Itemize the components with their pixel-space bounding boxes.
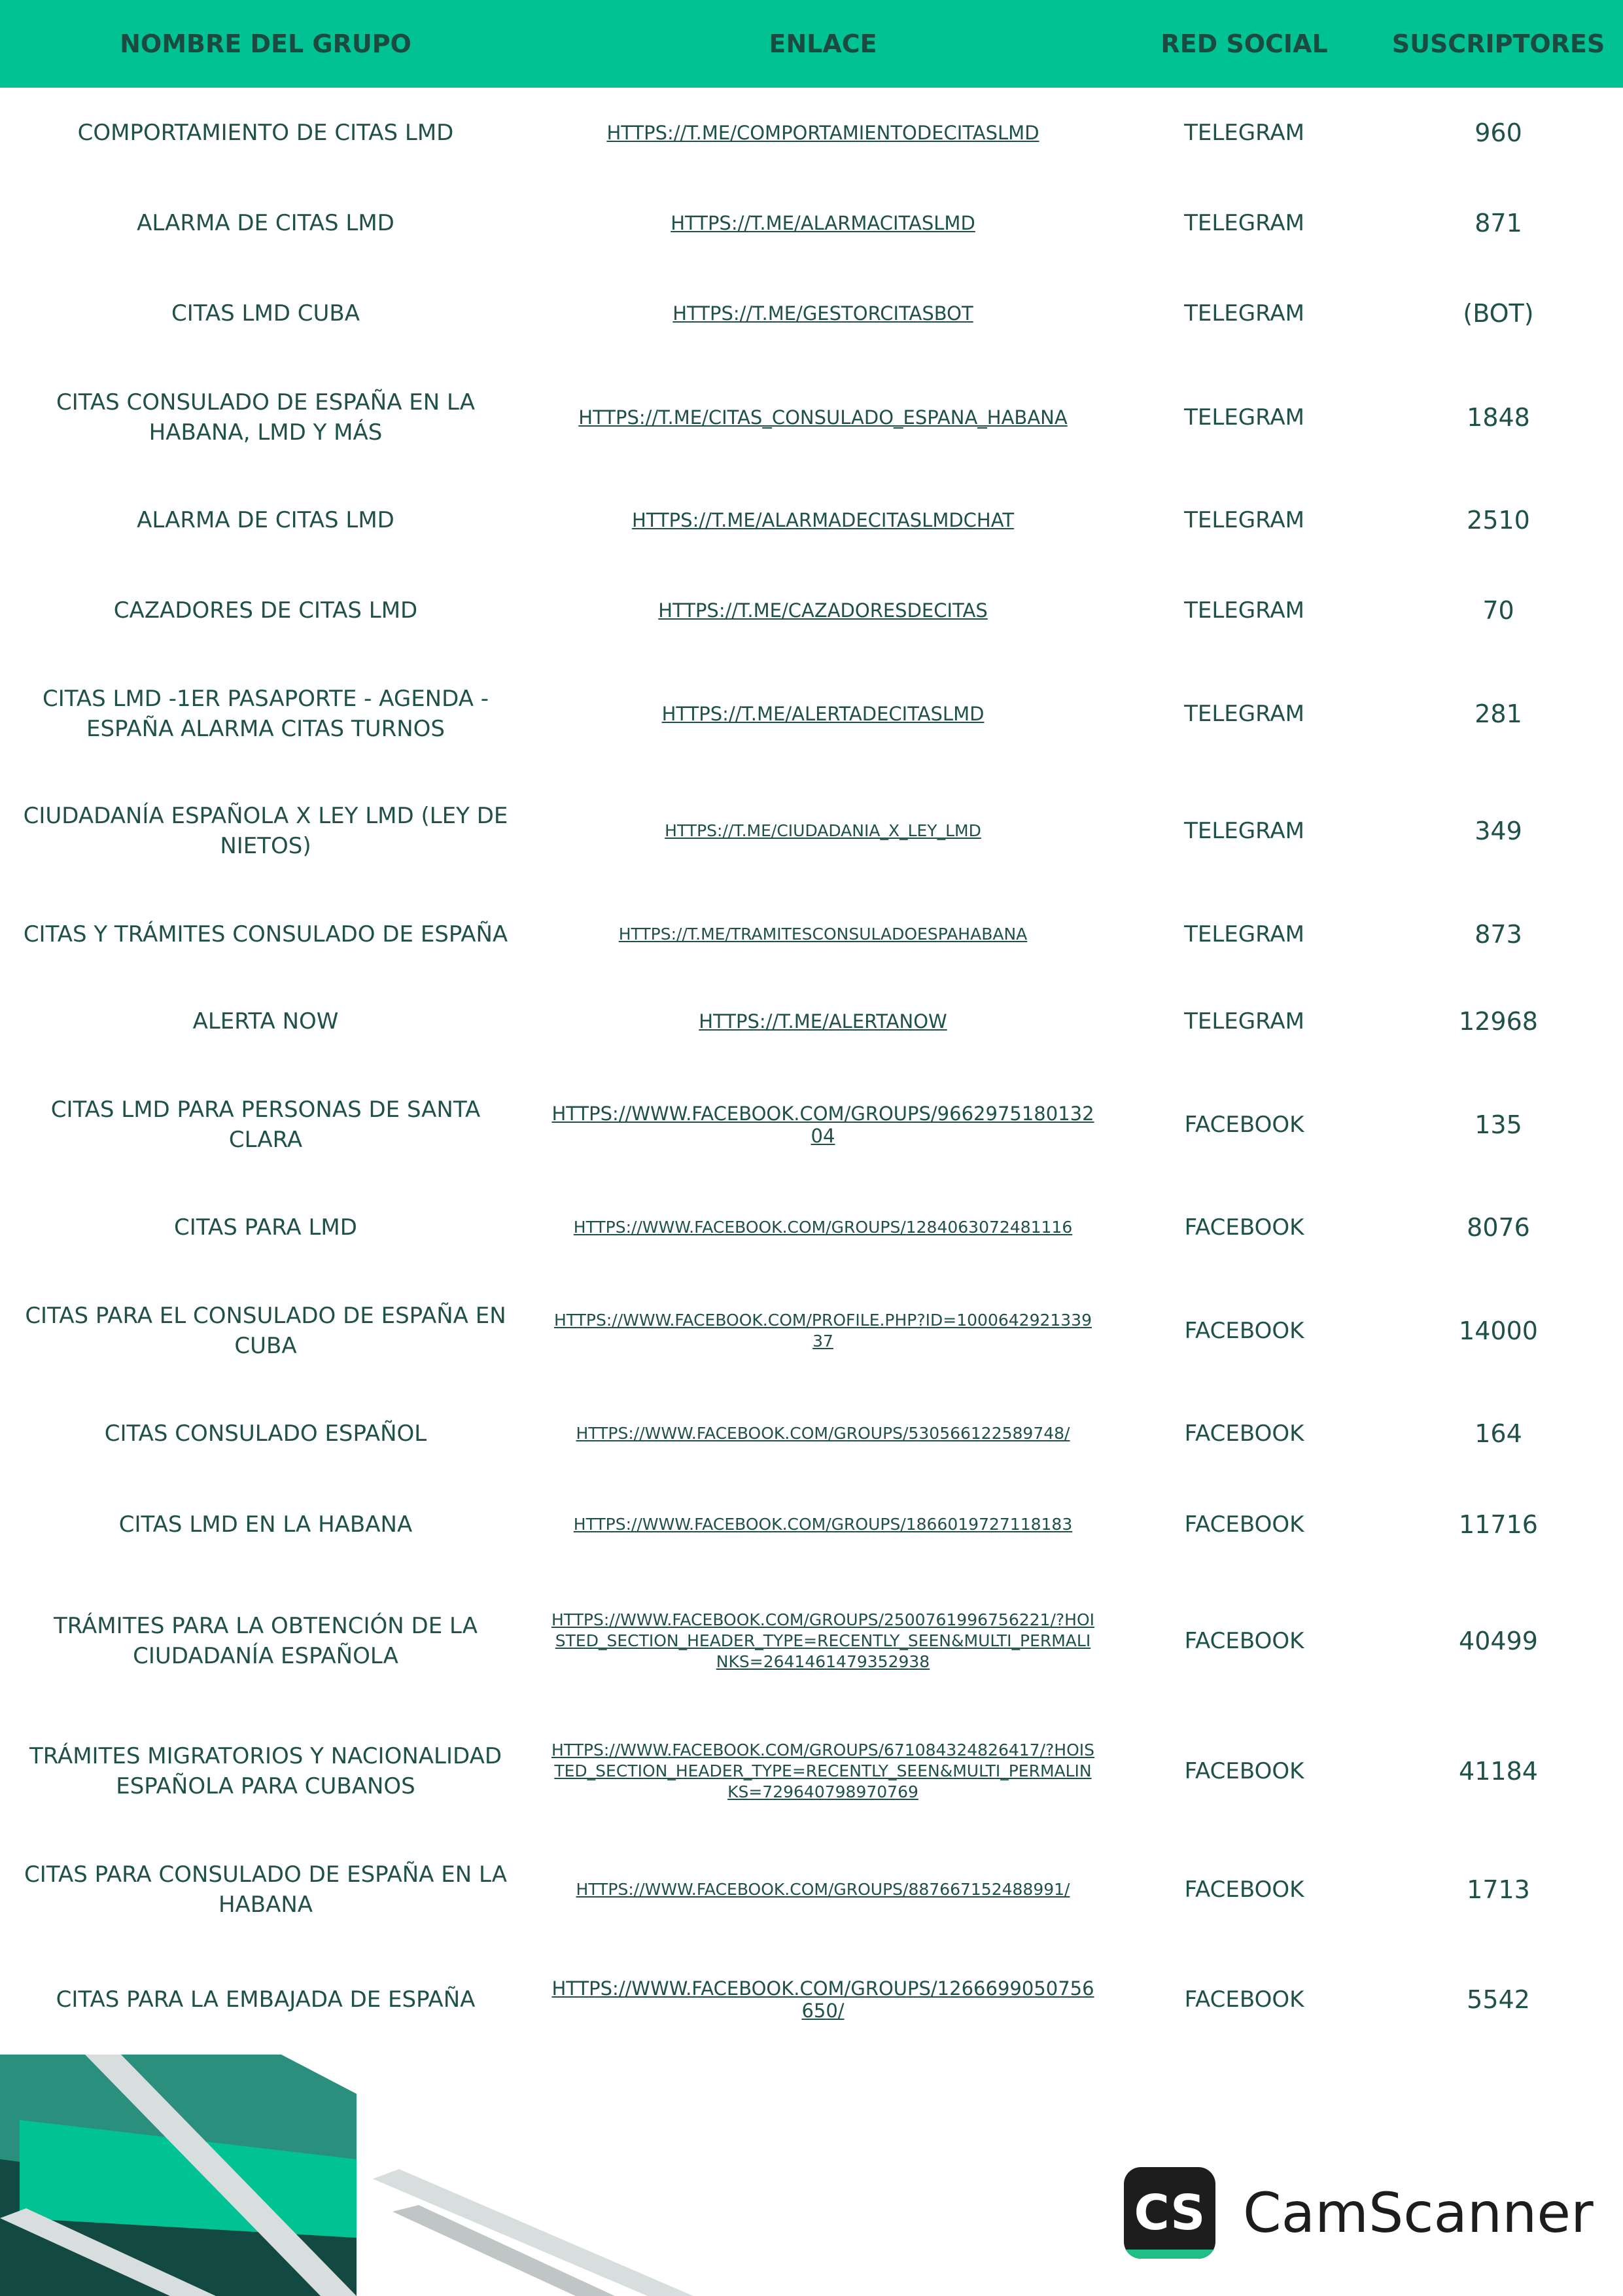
social-network: FACEBOOK [1184,1421,1304,1447]
group-link[interactable]: HTTPS://T.ME/ALARMADECITASLMDCHAT [631,509,1015,531]
group-name: TRÁMITES PARA LA OBTENCIÓN DE LA CIUDADANÍA ESPAÑOLA [54,1613,478,1669]
group-link[interactable]: HTTPS://T.ME/TRAMITESCONSULADOESPAHABANA [618,925,1028,944]
group-name: CITAS CONSULADO ESPAÑOL [104,1421,427,1447]
subscriber-count: 2510 [1467,506,1530,535]
subscriber-count: 960 [1475,118,1522,147]
table-row [0,1394,1623,1473]
group-link[interactable]: HTTPS://WWW.FACEBOOK.COM/GROUPS/1266699050756650/ [551,1977,1094,2022]
table-row [0,895,1623,974]
light-stripe-3 [373,2169,693,2296]
subscriber-count: 14000 [1459,1316,1538,1345]
group-name: COMPORTAMIENTO DE CITAS LMD [77,120,454,146]
subscriber-count: 8076 [1467,1213,1530,1242]
group-link-cell [531,1579,1115,1703]
group-name: CITAS PARA EL CONSULADO DE ESPAÑA EN CUBA [25,1303,506,1359]
subscriber-count: 12968 [1459,1007,1538,1036]
table-row [0,1282,1623,1380]
subscriber-count: (BOT) [1463,299,1534,328]
group-name: CAZADORES DE CITAS LMD [113,597,418,624]
table-row [0,982,1623,1061]
social-network: FACEBOOK [1184,1987,1304,2013]
group-link[interactable]: HTTPS://WWW.FACEBOOK.COM/GROUPS/2500761996756221/?HOISTED_SECTION_HEADER_TYPE=RECENTLY_SEEN&MULTI_PERMALINKS=2641461479352938 [551,1610,1094,1671]
group-link[interactable]: HTTPS://T.ME/ALARMACITASLMD [671,212,975,234]
social-network: TELEGRAM [1184,120,1304,146]
table-row [0,1188,1623,1267]
group-link-cell [531,184,1115,262]
group-link[interactable]: HTTPS://WWW.FACEBOOK.COM/GROUPS/1866019727118183 [573,1515,1073,1534]
group-link[interactable]: HTTPS://T.ME/ALERTADECITASLMD [661,703,985,725]
table-row [0,368,1623,467]
camscanner-wordmark: CamScanner [1243,2181,1594,2245]
social-network: TELEGRAM [1184,1008,1304,1034]
table-row [0,571,1623,650]
social-network: TELEGRAM [1184,818,1304,844]
group-link-cell [531,481,1115,559]
table-row [0,274,1623,353]
camscanner-badge-icon: CS [1124,2167,1215,2259]
group-link-cell [531,1722,1115,1820]
table-row [0,481,1623,559]
group-link[interactable]: HTTPS://T.ME/CAZADORESDECITAS [658,599,988,622]
group-link[interactable]: HTTPS://WWW.FACEBOOK.COM/GROUPS/966297518013204 [551,1103,1094,1147]
group-link-cell [531,782,1115,880]
group-link-cell [531,665,1115,763]
subscriber-count: 1713 [1467,1875,1530,1904]
group-link-cell [531,1841,1115,1939]
group-link[interactable]: HTTPS://T.ME/CIUDADANIA_X_LEY_LMD [665,821,981,840]
social-network: FACEBOOK [1184,1214,1304,1241]
social-network: TELEGRAM [1184,300,1304,327]
header-network: RED SOCIAL [1161,29,1328,58]
group-link-cell [531,982,1115,1061]
social-network: TELEGRAM [1184,597,1304,624]
header-subscribers: SUSCRIPTORES [1391,29,1605,58]
group-link-cell [531,1485,1115,1564]
group-link-cell [531,1188,1115,1267]
group-link-cell [531,1951,1115,2049]
table-row [0,1076,1623,1174]
group-name: ALARMA DE CITAS LMD [137,507,394,533]
table-row [0,1841,1623,1939]
group-link[interactable]: HTTPS://T.ME/ALERTANOW [699,1010,947,1033]
subscriber-count: 871 [1475,209,1522,238]
group-link[interactable]: HTTPS://WWW.FACEBOOK.COM/GROUPS/671084324826417/?HOISTED_SECTION_HEADER_TYPE=RECENTLY_SEEN&MULTI_PERMALINKS=729640798970769 [551,1740,1094,1801]
group-name: TRÁMITES MIGRATORIOS Y NACIONALIDAD ESPAÑOLA PARA CUBANOS [29,1743,502,1799]
group-name: ALARMA DE CITAS LMD [137,210,394,236]
group-link[interactable]: HTTPS://WWW.FACEBOOK.COM/GROUPS/530566122589748/ [576,1424,1070,1443]
group-name: CIUDADANÍA ESPAÑOLA X LEY LMD (LEY DE NIETOS) [23,803,508,859]
group-name: CITAS CONSULADO DE ESPAÑA EN LA HABANA, LMD Y MÁS [56,389,475,446]
group-name: ALERTA NOW [192,1008,339,1034]
social-network: FACEBOOK [1184,1112,1304,1138]
table-row [0,1722,1623,1820]
social-network: TELEGRAM [1184,404,1304,431]
subscriber-count: 41184 [1459,1757,1538,1786]
subscriber-count: 70 [1482,596,1514,625]
decorative-footer-stripes [0,2055,720,2296]
group-link[interactable]: HTTPS://T.ME/GESTORCITASBOT [672,302,973,325]
group-link-cell [531,274,1115,353]
subscriber-count: 5542 [1467,1985,1530,2014]
group-link[interactable]: HTTPS://WWW.FACEBOOK.COM/GROUPS/887667152488991/ [576,1880,1070,1899]
table-row [0,1951,1623,2049]
subscriber-count: 40499 [1459,1627,1538,1655]
social-network: TELEGRAM [1184,701,1304,727]
social-network: FACEBOOK [1184,1877,1304,1903]
group-name: CITAS Y TRÁMITES CONSULADO DE ESPAÑA [23,921,508,947]
social-network: TELEGRAM [1184,921,1304,947]
header-group-name: NOMBRE DEL GRUPO [120,29,411,58]
group-link-cell [531,1076,1115,1174]
subscriber-count: 1848 [1467,403,1530,432]
social-network: TELEGRAM [1184,210,1304,236]
group-name: CITAS PARA LMD [174,1214,357,1241]
group-name: CITAS LMD EN LA HABANA [118,1511,413,1538]
table-row [0,782,1623,880]
group-link[interactable]: HTTPS://T.ME/CITAS_CONSULADO_ESPANA_HABANA [578,406,1068,429]
table-row [0,1485,1623,1564]
subscriber-count: 11716 [1459,1510,1538,1539]
subscriber-count: 349 [1475,817,1522,845]
group-name: CITAS PARA LA EMBAJADA DE ESPAÑA [56,1987,476,2013]
social-network: FACEBOOK [1184,1758,1304,1784]
header-link: ENLACE [769,29,877,58]
group-link-cell [531,1282,1115,1380]
group-name: CITAS PARA CONSULADO DE ESPAÑA EN LA HABANA [24,1862,507,1918]
table-row [0,1579,1623,1703]
group-name: CITAS LMD CUBA [171,300,360,327]
group-link-cell [531,94,1115,172]
subscriber-count: 164 [1475,1419,1522,1448]
social-network: FACEBOOK [1184,1318,1304,1344]
table-row [0,184,1623,262]
group-link[interactable]: HTTPS://WWW.FACEBOOK.COM/PROFILE.PHP?ID=100064292133937 [554,1311,1092,1351]
group-link[interactable]: HTTPS://T.ME/COMPORTAMIENTODECITASLMD [606,122,1039,144]
group-link-cell [531,571,1115,650]
table-row [0,665,1623,763]
subscriber-count: 873 [1475,920,1522,949]
group-link-cell [531,895,1115,974]
group-link[interactable]: HTTPS://WWW.FACEBOOK.COM/GROUPS/1284063072481116 [573,1218,1073,1237]
table-row [0,94,1623,172]
group-link-cell [531,368,1115,467]
subscriber-count: 135 [1475,1110,1522,1139]
social-network: FACEBOOK [1184,1628,1304,1654]
social-network: TELEGRAM [1184,507,1304,533]
subscriber-count: 281 [1475,699,1522,728]
group-name: CITAS LMD -1ER PASAPORTE - AGENDA - ESPAÑA ALARMA CITAS TURNOS [42,686,489,742]
camscanner-logo [1124,2167,1594,2259]
social-network: FACEBOOK [1184,1511,1304,1538]
group-link-cell [531,1394,1115,1473]
group-name: CITAS LMD PARA PERSONAS DE SANTA CLARA [50,1097,481,1153]
